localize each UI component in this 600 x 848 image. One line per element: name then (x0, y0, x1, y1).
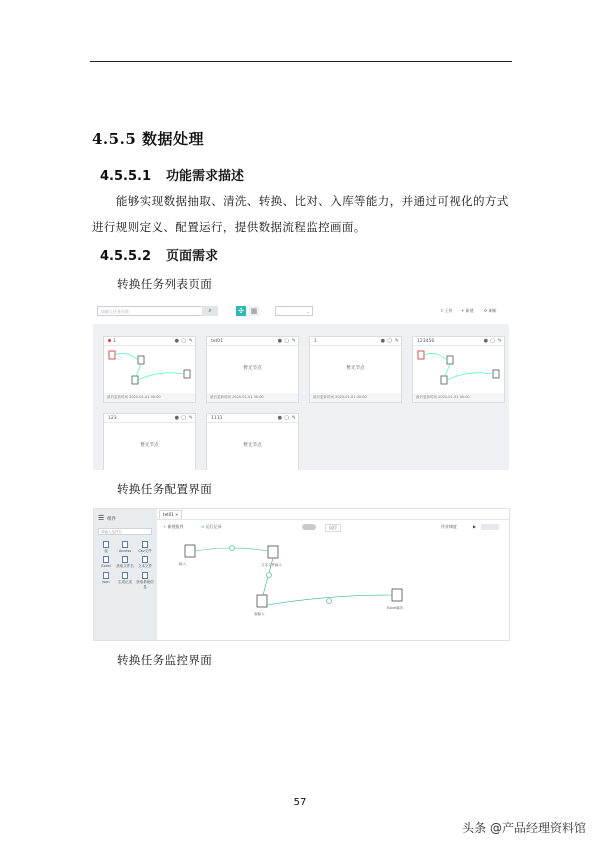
copy-icon[interactable]: ▢ (387, 338, 392, 344)
task-search-input[interactable]: 请输入任务名称 (97, 306, 215, 316)
refresh-button[interactable]: ⟳ 刷新 (484, 308, 497, 313)
generate-rows-icon (122, 572, 128, 579)
component-search-input[interactable]: 请输入组件名 (98, 528, 152, 535)
edit-icon[interactable]: ✎ (188, 415, 193, 421)
task-card-title: tet01 (207, 337, 298, 346)
subsection-2-heading (100, 245, 218, 264)
flow-node-label: 输入 (179, 562, 186, 566)
tab-tet01[interactable]: tet01 × (159, 510, 182, 519)
task-card[interactable] (309, 336, 402, 403)
subsection-2-number: 4.5.5.2 (100, 249, 151, 264)
search-icon[interactable]: ⌕ (202, 306, 218, 316)
task-config-screenshot (93, 508, 510, 641)
copy-icon[interactable]: ▢ (181, 415, 186, 421)
json-icon (103, 572, 109, 579)
task-card[interactable] (103, 336, 196, 403)
play-icon[interactable]: ▶ (473, 524, 477, 529)
grid-view-icon[interactable]: ✣ (236, 306, 246, 316)
copy-icon[interactable]: ▢ (181, 338, 186, 344)
watermark: 头条 @产品经理资料馆 (462, 821, 586, 835)
new-task-button[interactable]: + 新建 (461, 308, 474, 313)
subsection-2-title: 页面需求 (166, 249, 219, 264)
task-card[interactable] (412, 336, 505, 403)
empty-node-label: 暂无节点 (140, 443, 159, 448)
task-card-title: 1 (104, 337, 195, 346)
empty-node-label: 暂无节点 (243, 366, 262, 371)
run-button[interactable]: 运行 (325, 524, 341, 532)
status-dot-icon (108, 339, 111, 342)
caption-monitor-page: 转换任务监控界面 (117, 653, 213, 667)
subsection-1-heading (100, 165, 244, 184)
task-list-screenshot (93, 300, 509, 470)
task-card-title: 1 (310, 337, 401, 346)
tab-bar (157, 509, 510, 520)
empty-node-label: 暂无节点 (346, 366, 365, 371)
access-icon (122, 541, 128, 548)
filter-select[interactable]: ⌄ (275, 306, 313, 316)
flow-thumbnail (413, 346, 506, 396)
copy-icon[interactable]: ▢ (284, 415, 289, 421)
header-rule (90, 61, 512, 62)
text-file-icon (142, 556, 148, 563)
stop-button[interactable] (481, 524, 499, 530)
view-icon[interactable]: ● (380, 338, 385, 344)
flow-thumbnail (104, 346, 197, 396)
requirement-paragraph: 能够实现数据抽取、清洗、转换、比对、入库等能力，并通过可视化的方式进行规则定义、配置运行，提供数据流程监控画面。 (92, 194, 509, 234)
task-card-title: 123456 (413, 337, 504, 346)
close-icon[interactable]: × (174, 512, 179, 517)
task-card-footer: 最后更新时间 2020-01-01 00:00 (104, 393, 195, 402)
view-icon[interactable]: ● (174, 338, 179, 344)
view-icon[interactable]: ● (277, 338, 282, 344)
section-title: 4.5.5 数据处理 (92, 130, 204, 148)
schedule-button[interactable]: 作业调度 (441, 524, 457, 529)
component-sidebar (94, 509, 157, 641)
toggle-switch[interactable] (302, 524, 316, 530)
menu-icon[interactable]: ☰ (98, 514, 105, 522)
canvas-toolbar (157, 520, 510, 534)
table-icon (103, 541, 109, 548)
flow-canvas (157, 535, 510, 641)
edit-icon[interactable]: ✎ (291, 338, 296, 344)
sidebar-header: ☰ 组件 (98, 514, 117, 522)
list-toolbar (93, 300, 509, 324)
task-card-title: 123 (104, 414, 195, 423)
task-card-footer: 最后更新时间 2020-01-01 00:00 (207, 393, 298, 402)
component-item[interactable]: 文本文件 (136, 556, 154, 569)
task-card[interactable] (206, 413, 299, 470)
view-icon[interactable]: ● (174, 415, 179, 421)
system-info-icon (142, 572, 148, 579)
excel-icon (103, 556, 109, 563)
flow-node-label: Excel输出 (387, 606, 404, 610)
flow-node-label: 表输入 (254, 612, 265, 616)
new-component-button[interactable]: + 新建组件 (163, 524, 184, 529)
filename-icon (122, 556, 128, 563)
edit-icon[interactable]: ✎ (497, 338, 502, 344)
task-card-footer: 最后更新时间 2020-01-01 00:00 (310, 393, 401, 402)
subsection-1-title: 功能需求描述 (166, 169, 245, 184)
component-item[interactable]: 表 (97, 541, 115, 554)
edit-icon[interactable]: ✎ (291, 415, 296, 421)
csv-file-icon (142, 541, 148, 548)
component-item[interactable]: 获取文件名 (116, 556, 134, 569)
copy-icon[interactable]: ▢ (284, 338, 289, 344)
upload-button[interactable]: ⇧ 上传 (440, 308, 453, 313)
run-log-button[interactable]: ⊖ 运行记录 (201, 524, 222, 529)
component-item[interactable]: 获取系统信息 (136, 572, 154, 590)
task-card[interactable] (103, 413, 196, 470)
component-item[interactable]: Csv文件 (136, 541, 154, 554)
circle-minus-icon: ⊖ (201, 524, 205, 529)
component-item[interactable]: Excel (97, 556, 115, 568)
caption-config-page: 转换任务配置界面 (117, 482, 213, 496)
subsection-1-number: 4.5.5.1 (100, 169, 151, 184)
edit-icon[interactable]: ✎ (188, 338, 193, 344)
task-card-footer: 最后更新时间 2020-01-01 00:00 (413, 393, 504, 402)
plus-icon: + (163, 524, 167, 529)
flow-node-label: 文本文件输入 (261, 563, 282, 567)
empty-node-label: 暂无节点 (243, 443, 262, 448)
component-item[interactable]: Access (116, 541, 134, 553)
edit-icon[interactable]: ✎ (394, 338, 399, 344)
list-view-icon[interactable]: ▦ (250, 307, 258, 315)
task-card-title: 1111 (207, 414, 298, 423)
caption-list-page: 转换任务列表页面 (117, 277, 213, 291)
page-number: 57 (293, 797, 307, 808)
view-icon[interactable]: ● (483, 338, 488, 344)
task-card[interactable] (206, 336, 299, 403)
copy-icon[interactable]: ▢ (490, 338, 495, 344)
component-item[interactable]: Json (97, 572, 115, 584)
component-item[interactable]: 生成记录 (116, 572, 134, 585)
view-icon[interactable]: ● (277, 415, 282, 421)
